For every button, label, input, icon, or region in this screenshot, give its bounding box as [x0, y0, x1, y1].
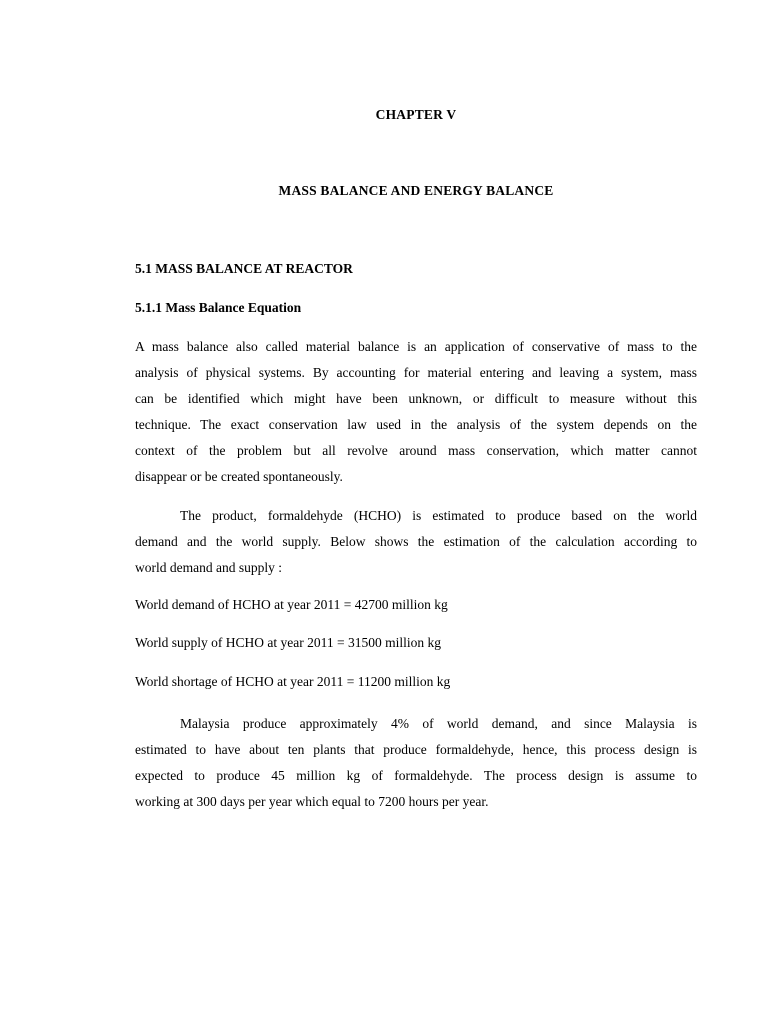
chapter-subtitle: MASS BALANCE AND ENERGY BALANCE	[278, 183, 554, 198]
section-heading: 5.1 MASS BALANCE AT REACTOR	[135, 261, 353, 276]
paragraph-line: working at 300 days per year which equal to 7200 hours per year.	[135, 794, 489, 809]
paragraph-malaysia-production	[135, 711, 697, 815]
paragraph-line: A mass balance also called material balance is an application of conservative of mass to the	[135, 339, 697, 354]
chapter-title: CHAPTER V	[375, 107, 457, 122]
paragraph-line: expected to produce 45 million kg of formaldehyde. The process design is assume to	[135, 768, 697, 783]
paragraph-line: estimated to have about ten plants that produce formaldehyde, hence, this process design is	[135, 742, 697, 757]
paragraph-line: world demand and supply :	[135, 560, 282, 575]
paragraph-line: The product, formaldehyde (HCHO) is estimated to produce based on the world	[180, 508, 697, 523]
paragraph-line: technique. The exact conservation law used in the analysis of the system depends on the	[135, 417, 697, 432]
paragraph-product-estimation	[135, 503, 697, 581]
world-demand-statement: World demand of HCHO at year 2011 = 42700 million kg	[135, 597, 448, 612]
world-supply-statement: World supply of HCHO at year 2011 = 31500 million kg	[135, 635, 441, 650]
paragraph-line: analysis of physical systems. By accounting for material entering and leaving a system, mass	[135, 365, 697, 380]
paragraph-mass-balance-definition	[135, 334, 697, 490]
paragraph-line: can be identified which might have been unknown, or difficult to measure without this	[135, 391, 697, 406]
paragraph-line: disappear or be created spontaneously.	[135, 469, 343, 484]
subsection-heading: 5.1.1 Mass Balance Equation	[135, 300, 302, 315]
paragraph-line: demand and the world supply. Below shows the estimation of the calculation according to	[135, 534, 697, 549]
paragraph-line: Malaysia produce approximately 4% of world demand, and since Malaysia is	[180, 716, 697, 731]
world-shortage-statement: World shortage of HCHO at year 2011 = 11200 million kg	[135, 674, 451, 689]
paragraph-line: context of the problem but all revolve around mass conservation, which matter cannot	[135, 443, 697, 458]
